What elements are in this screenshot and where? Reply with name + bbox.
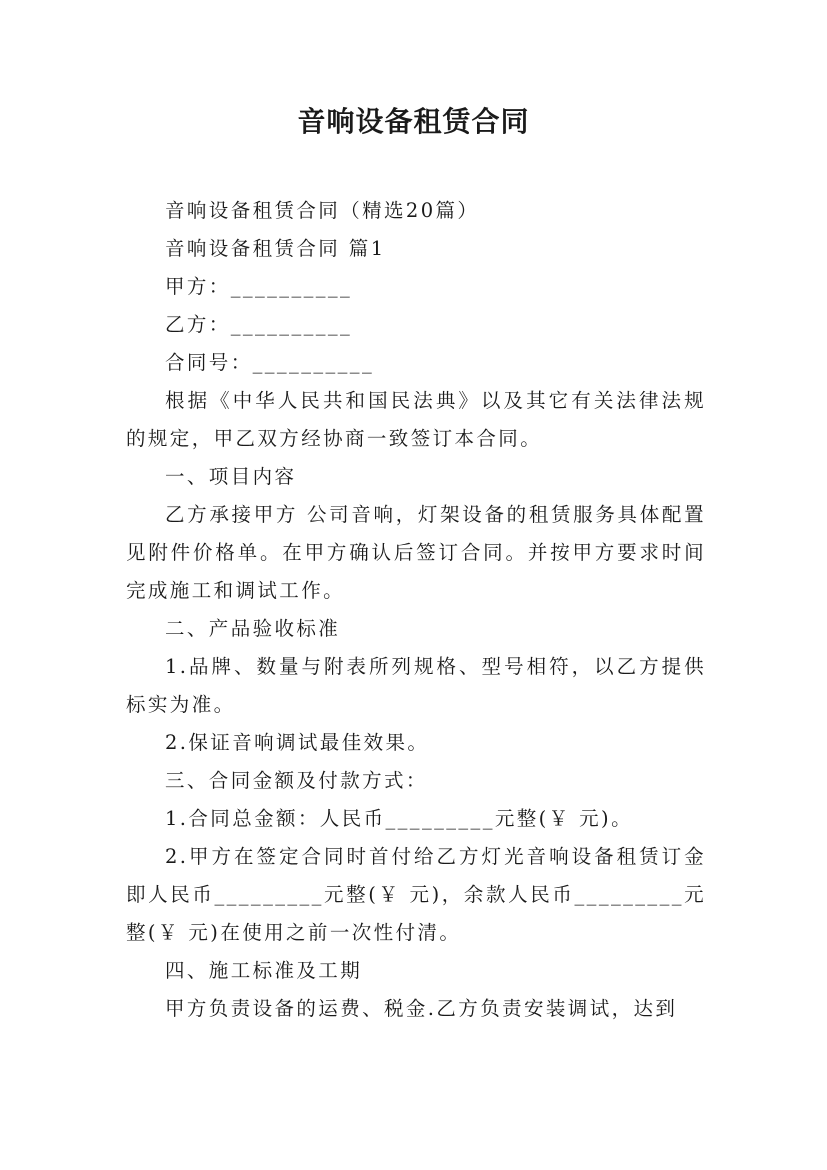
paragraph-heading-3: 三、合同金额及付款方式： xyxy=(165,769,428,792)
document-body xyxy=(126,192,706,1028)
paragraph-preamble: 根据《中华人民共和国民法典》以及其它有关法律法规的规定，甲乙双方经协商一致签订本合同。 xyxy=(126,389,706,450)
paragraph-party-a: 甲方：__________ xyxy=(165,275,353,298)
paragraph-content: 甲方负责设备的运费、税金.乙方负责安装调试，达到 xyxy=(165,997,678,1020)
paragraph-heading-1: 一、项目内容 xyxy=(165,465,297,488)
paragraph-item: 1.品牌、数量与附表所列规格、型号相符，以乙方提供标实为准。 xyxy=(126,655,706,716)
paragraph-section-heading: 音响设备租赁合同 篇1 xyxy=(165,237,386,260)
paragraph-item: 1.合同总金额：人民币_________元整(￥ 元)。 xyxy=(165,807,633,830)
paragraph-heading-2: 二、产品验收标准 xyxy=(165,617,341,640)
paragraph-item: 2.保证音响调试最佳效果。 xyxy=(165,731,430,754)
document-title: 音响设备租赁合同 xyxy=(297,105,530,138)
paragraph-item: 2.甲方在签定合同时首付给乙方灯光音响设备租赁订金即人民币_________元整(￥ 元)，余款人民币_________元整(￥ 元)在使用之前一次性付清。 xyxy=(126,845,706,944)
paragraph-content: 乙方承接甲方 公司音响，灯架设备的租赁服务具体配置见附件价格单。在甲方确认后签订合同。并按甲方要求时间完成施工和调试工作。 xyxy=(126,503,706,602)
paragraph-subtitle: 音响设备租赁合同（精选20篇） xyxy=(165,199,480,222)
paragraph-party-b: 乙方：__________ xyxy=(165,313,353,336)
paragraph-contract-number: 合同号：__________ xyxy=(165,351,375,374)
paragraph-heading-4: 四、施工标准及工期 xyxy=(165,959,363,982)
